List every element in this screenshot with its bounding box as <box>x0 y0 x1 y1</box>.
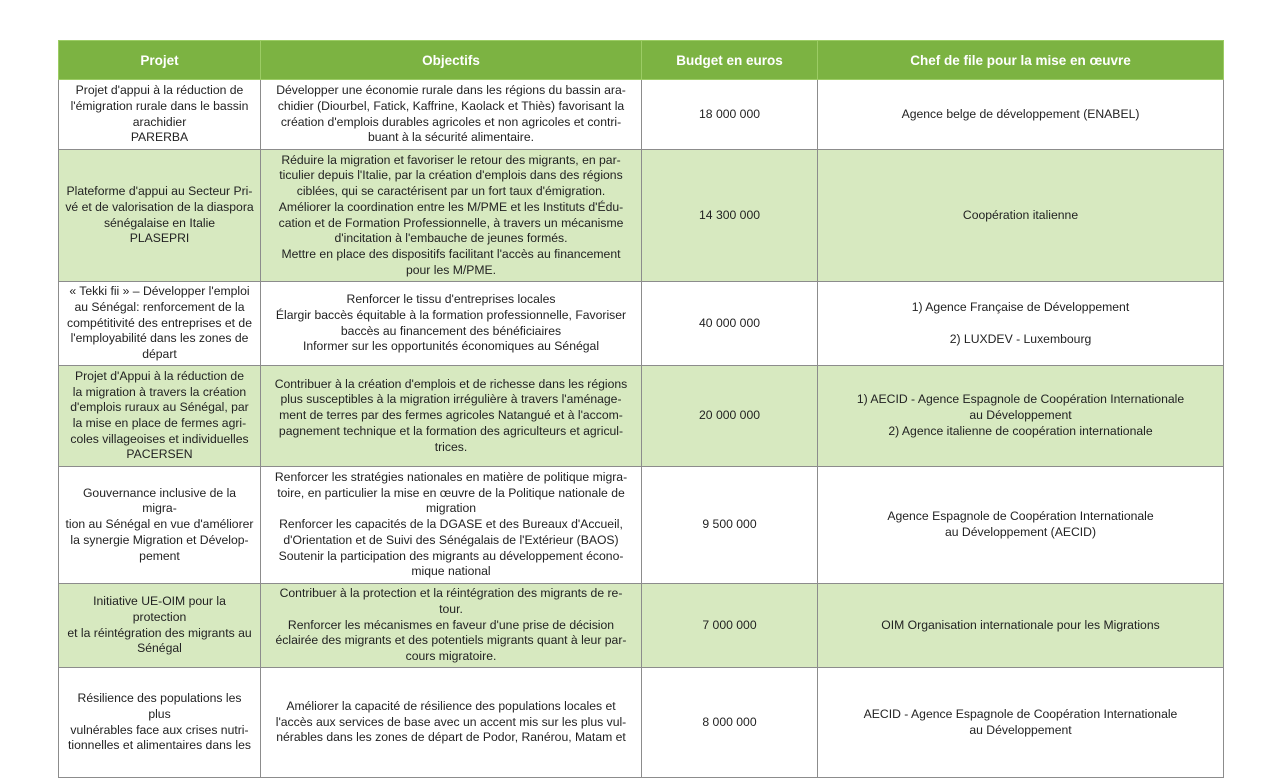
cell-objectifs-line: cation et de Formation Professionnelle, à travers un mécanisme <box>278 215 624 230</box>
cell-chef-de-file <box>818 150 1224 282</box>
cell-projet-line: « Tekki fii » – Développer l'emploi <box>69 284 250 299</box>
cell-objectifs-line: migration <box>425 501 477 516</box>
cell-projet-line: la synergie Migration et Dévelop- <box>70 532 249 547</box>
cell-projet-line: la migration à travers la création <box>72 384 247 399</box>
cell-objectifs <box>261 584 642 668</box>
cell-objectifs-line: Renforcer les mécanismes en faveur d'une prise de décision <box>287 617 615 632</box>
cell-chef-de-file <box>818 282 1224 366</box>
table-row <box>59 150 1224 282</box>
cell-objectifs <box>261 150 642 282</box>
cell-objectifs-line: Améliorer la coordination entre les M/PME et les Instituts d'Édu- <box>278 199 624 214</box>
cell-projet-line: Résilience des populations les plus <box>77 691 242 721</box>
cell-projet-line: Initiative UE-OIM pour la protection <box>93 594 226 624</box>
cell-chef-de-file-line: 1) Agence Française de Développement <box>911 299 1130 314</box>
cell-objectifs-line: tour. <box>439 601 463 616</box>
cell-projet <box>59 668 261 778</box>
cell-budget <box>642 282 818 366</box>
cell-objectifs-line: ciblées, qui se caractérisent par un fort taux d'émigration. <box>296 184 606 199</box>
table-row <box>59 584 1224 668</box>
cell-objectifs-line: trices. <box>434 439 468 454</box>
cell-chef-de-file <box>818 668 1224 778</box>
cell-objectifs-line: toire, en particulier la mise en œuvre de la Politique nationale de <box>277 485 625 500</box>
cell-objectifs-line: d'incitation à l'embauche de jeunes formés. <box>334 231 568 246</box>
cell-objectifs-line: Réduire la migration et favoriser le retour des migrants, en par- <box>281 152 621 167</box>
cell-projet-line: vé et de valorisation de la diaspora <box>65 199 254 214</box>
cell-budget <box>642 467 818 584</box>
cell-chef-de-file-line: au Développement <box>969 722 1072 737</box>
cell-projet-line: tionnelles et alimentaires dans les <box>68 738 251 753</box>
cell-projet-line: arachidier <box>132 114 187 129</box>
cell-objectifs-line: nérables dans les zones de départ de Podor, Ranérou, Matam et <box>276 730 626 745</box>
cell-objectifs-line: ment de terres par des fermes agricoles Natangué et à l'accom- <box>279 408 623 423</box>
cell-objectifs-line: Renforcer le tissu d'entreprises locales <box>346 292 556 307</box>
cell-objectifs-line: d'Orientation et de Suivi des Sénégalais de l'Extérieur (BAOS) <box>283 532 619 547</box>
cell-projet-line: l'employabilité dans les zones de <box>70 331 249 346</box>
cell-chef-de-file-line: 2) Agence italienne de coopération internationale <box>888 423 1153 438</box>
cell-projet-line: l'émigration rurale dans le bassin <box>70 98 249 113</box>
cell-projet-line: compétitivité des entreprises et de <box>67 315 252 330</box>
cell-projet-line: PLASEPRI <box>129 231 190 246</box>
cell-projet <box>59 80 261 150</box>
cell-objectifs-line: Améliorer la capacité de résilience des populations locales et <box>286 698 616 713</box>
cell-chef-de-file <box>818 80 1224 150</box>
cell-budget-line: 18 000 000 <box>699 106 760 121</box>
cell-objectifs-line: mique national <box>411 564 491 579</box>
cell-projet <box>59 584 261 668</box>
cell-projet-line: Projet d'Appui à la réduction de <box>74 368 244 383</box>
cell-budget-line: 9 500 000 <box>702 517 757 532</box>
cell-projet-line: Sénégal <box>137 641 182 656</box>
cell-projet-line: et la réintégration des migrants au <box>67 625 252 640</box>
cell-projet-line: pement <box>139 548 180 563</box>
cell-objectifs-line: buant à la sécurité alimentaire. <box>368 130 534 145</box>
cell-projet-line: Projet d'appui à la réduction de <box>75 83 244 98</box>
cell-objectifs-line: l'accès aux services de base avec un accent mis sur les plus vul- <box>275 714 627 729</box>
cell-projet-line: tion au Sénégal en vue d'améliorer <box>65 517 254 532</box>
header-budget: Budget en euros <box>642 41 818 80</box>
projects-table <box>58 40 1224 778</box>
cell-projet-line: la mise en place de fermes agri- <box>72 416 247 430</box>
cell-budget <box>642 150 818 282</box>
header-chef-de-file: Chef de file pour la mise en œuvre <box>818 41 1224 80</box>
cell-projet-line: départ <box>142 347 177 362</box>
cell-objectifs <box>261 668 642 778</box>
cell-projet-line: d'emplois ruraux au Sénégal, par <box>70 400 249 415</box>
cell-projet-line: vulnérables face aux crises nutri- <box>70 722 249 737</box>
cell-projet-line: Plateforme d'appui au Secteur Pri- <box>66 184 253 199</box>
cell-objectifs-line: pagnement technique et la formation des agriculteurs et agricul- <box>278 423 624 438</box>
cell-projet-line: PARERBA <box>130 130 189 145</box>
cell-projet-line: au Sénégal: renforcement de la <box>74 299 245 314</box>
cell-budget-line: 8 000 000 <box>702 714 757 729</box>
cell-objectifs-line: Renforcer les stratégies nationales en matière de politique migra- <box>274 470 628 485</box>
cell-objectifs <box>261 366 642 467</box>
table-row <box>59 467 1224 584</box>
cell-objectifs-line: Soutenir la participation des migrants au développement écono- <box>278 548 624 563</box>
cell-objectifs-line: Élargir baccès équitable à la formation professionnelle, Favoriser <box>275 307 627 322</box>
cell-chef-de-file-line: 2) LUXDEV - Luxembourg <box>949 331 1092 346</box>
cell-objectifs <box>261 467 642 584</box>
cell-chef-de-file-line <box>824 316 1217 332</box>
cell-projet-line: coles villageoises et individuelles <box>70 431 249 446</box>
cell-budget-line: 20 000 000 <box>699 408 760 423</box>
cell-objectifs-line: Contribuer à la protection et la réintégration des migrants de re- <box>279 586 623 601</box>
table-body <box>59 80 1224 778</box>
cell-chef-de-file-line: OIM Organisation internationale pour les Migrations <box>881 617 1160 632</box>
cell-projet-line: PACERSEN <box>126 447 193 462</box>
cell-objectifs-line: création d'emplois durables agricoles et non agricoles et contri- <box>280 114 622 129</box>
projects-table-container <box>58 40 1223 778</box>
cell-chef-de-file-line: Agence Espagnole de Coopération Internationale <box>887 509 1154 524</box>
cell-objectifs-line: Informer sur les opportunités économiques au Sénégal <box>302 339 600 354</box>
table-row <box>59 80 1224 150</box>
table-row <box>59 366 1224 467</box>
cell-budget-line: 40 000 000 <box>699 315 760 330</box>
cell-chef-de-file-line: Agence belge de développement (ENABEL) <box>901 106 1140 121</box>
cell-projet-line: sénégalaise en Italie <box>103 215 216 230</box>
cell-budget-line: 14 300 000 <box>699 207 760 222</box>
cell-objectifs-line: plus susceptibles à la migration irrégulière à travers l'aménage- <box>280 392 622 407</box>
cell-budget <box>642 584 818 668</box>
cell-projet <box>59 150 261 282</box>
cell-objectifs <box>261 80 642 150</box>
cell-chef-de-file <box>818 584 1224 668</box>
cell-budget-line: 7 000 000 <box>702 617 757 632</box>
cell-objectifs-line: baccès au financement des bénéficiaires <box>340 323 562 338</box>
cell-budget <box>642 80 818 150</box>
cell-chef-de-file <box>818 467 1224 584</box>
cell-objectifs-line: pour les M/PME. <box>405 262 497 277</box>
cell-chef-de-file-line: Coopération italienne <box>962 207 1079 222</box>
cell-objectifs <box>261 282 642 366</box>
cell-objectifs-line: Renforcer les capacités de la DGASE et des Bureaux d'Accueil, <box>279 517 623 532</box>
cell-objectifs-line: Mettre en place des dispositifs facilitant l'accès au financement <box>281 246 621 261</box>
cell-chef-de-file-line: AECID - Agence Espagnole de Coopération Internationale <box>863 706 1178 721</box>
cell-objectifs-line: Développer une économie rurale dans les régions du bassin ara- <box>276 83 626 98</box>
table-row <box>59 282 1224 366</box>
cell-objectifs-line: chidier (Diourbel, Fatick, Kaffrine, Kaolack et Thiès) favorisant la <box>277 98 625 113</box>
cell-projet-line: Gouvernance inclusive de la migra- <box>82 485 237 516</box>
cell-objectifs-line: éclairée des migrants et des potentiels migrants quant à leur par- <box>275 633 627 648</box>
header-projet: Projet <box>59 41 261 80</box>
cell-objectifs-line: Contribuer à la création d'emplois et de richesse dans les régions <box>274 376 628 391</box>
cell-chef-de-file-line: au Développement <box>969 408 1072 423</box>
cell-projet <box>59 467 261 584</box>
cell-budget <box>642 366 818 467</box>
cell-chef-de-file-line: au Développement (AECID) <box>944 525 1097 539</box>
cell-projet <box>59 366 261 467</box>
cell-chef-de-file <box>818 366 1224 467</box>
table-row <box>59 668 1224 778</box>
cell-objectifs-line: ticulier depuis l'Italie, par la création d'emplois dans des régions <box>279 168 623 183</box>
cell-projet <box>59 282 261 366</box>
cell-objectifs-line: cours migratoire. <box>405 649 497 664</box>
header-objectifs: Objectifs <box>261 41 642 80</box>
cell-budget <box>642 668 818 778</box>
table-header-row <box>59 41 1224 80</box>
cell-chef-de-file-line: 1) AECID - Agence Espagnole de Coopération Internationale <box>856 392 1185 407</box>
